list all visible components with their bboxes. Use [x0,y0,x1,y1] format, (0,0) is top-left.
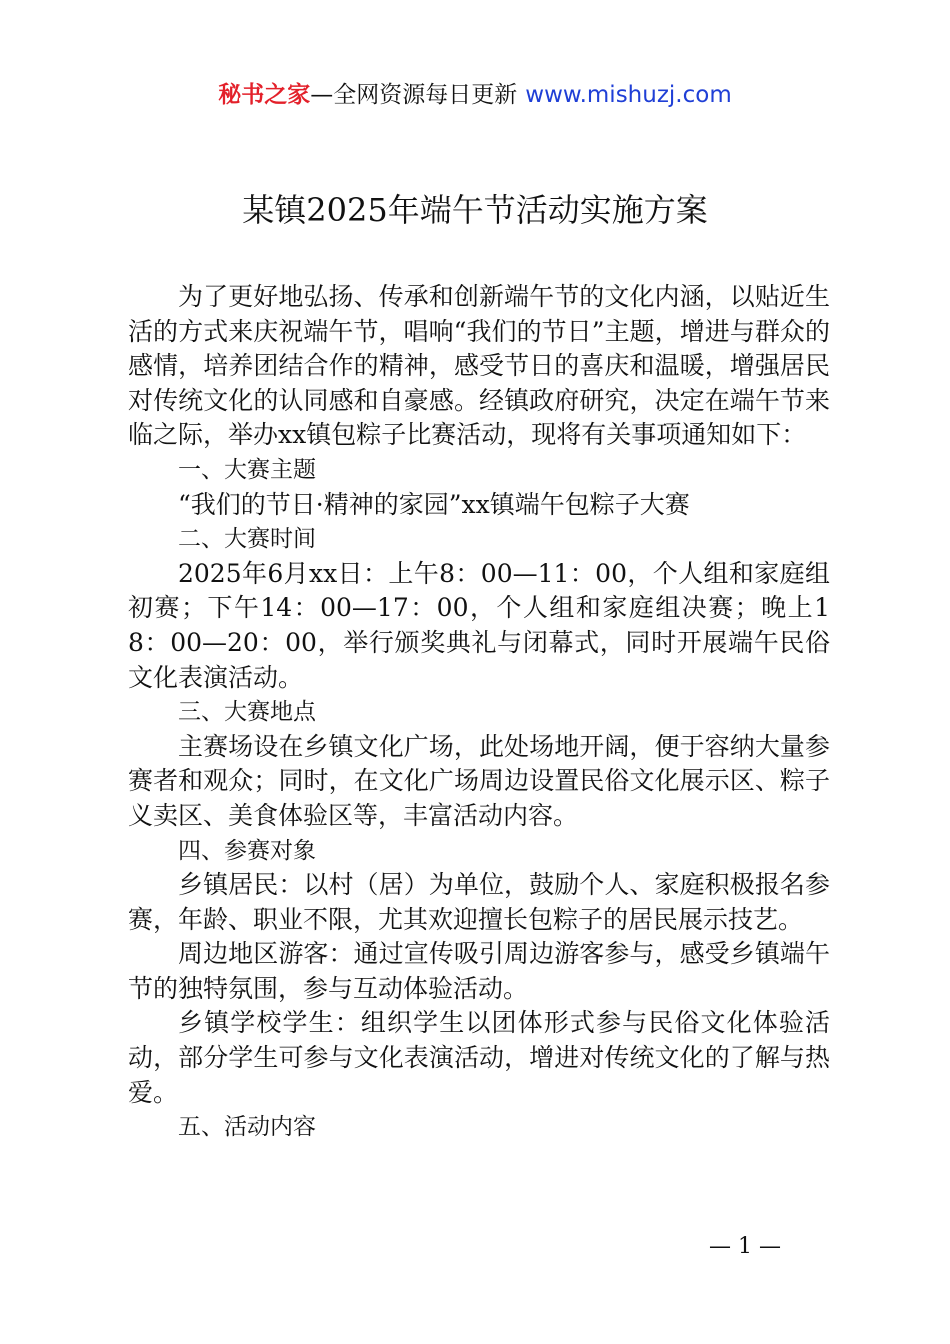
participants-students: 乡镇学校学生：组织学生以团体形式参与民俗文化体验活动，部分学生可参与文化表演活动，增进对传统文化的了解与热爱。 [128,1008,830,1107]
intro-paragraph: 为了更好地弘扬、传承和创新端午节的文化内涵，以贴近生活的方式来庆祝端午节，唱响“我们的节日”主题，增进与群众的感情，培养团结合作的精神，感受节日的喜庆和温暖，增强居民对传统文化的认同感和自豪感。经镇政府研究，决定在端午节来临之际，举办xx镇包粽子比赛活动，现将有关事项通知如下： [128,282,830,450]
page-number: — 1 — [709,1234,781,1259]
section-heading-theme: 一、大赛主题 [178,456,316,483]
watermark-header [0,80,950,110]
watermark-text: —全网资源每日更新 [310,82,518,108]
section-text-theme: “我们的节日·精神的家园”xx镇端午包粽子大赛 [178,489,690,519]
section-heading-time: 二、大赛时间 [178,526,316,553]
watermark-brand: 秘书之家 [218,82,311,108]
participants-residents: 乡镇居民：以村（居）为单位，鼓励个人、家庭积极报名参赛，年龄、职业不限，尤其欢迎擅长包粽子的居民展示技艺。 [128,870,830,934]
section-text-time: 2025年6月xx日：上午8：00—11：00，个人组和家庭组初赛；下午14：00—17：00，个人组和家庭组决赛；晚上18：00—20：00，举行颁奖典礼与闭幕式，同时开展端午民俗文化表演活动。 [128,558,830,692]
watermark-url[interactable]: www.mishuzj.com [525,82,732,108]
section-heading-content: 五、活动内容 [178,1114,316,1141]
section-text-location: 主赛场设在乡镇文化广场，此处场地开阔，便于容纳大量参赛者和观众；同时，在文化广场周边设置民俗文化展示区、粽子义卖区、美食体验区等，丰富活动内容。 [128,731,830,830]
participants-tourists: 周边地区游客：通过宣传吸引周边游客参与，感受乡镇端午节的独特氛围，参与互动体验活动。 [128,939,830,1003]
document-body [128,280,830,1145]
section-heading-participants: 四、参赛对象 [178,837,316,864]
document-title: 某镇2025年端午节活动实施方案 [242,191,708,229]
section-heading-location: 三、大赛地点 [178,699,316,726]
